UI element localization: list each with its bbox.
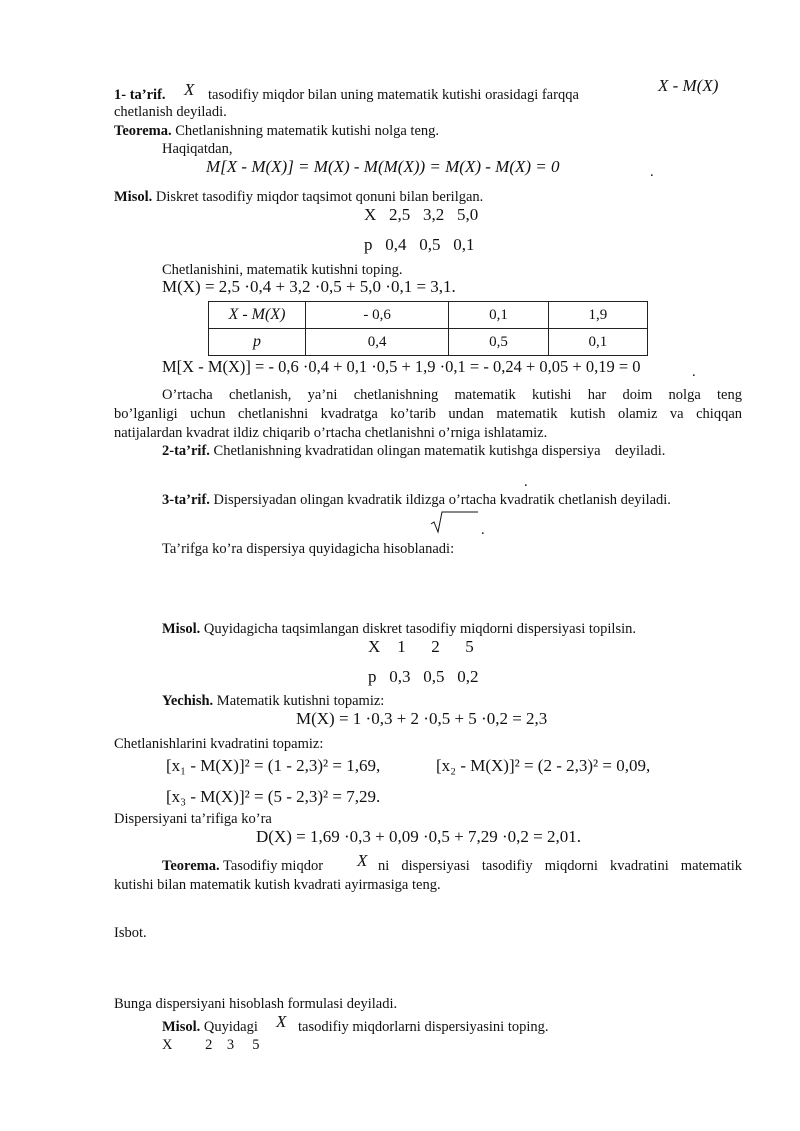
example2-row-p: p 0,3 0,5 0,2 [368, 667, 479, 686]
def1-x-symbol: X [184, 80, 195, 99]
deviation-table [208, 301, 648, 356]
squares-intro: Chetlanishlarini kvadratini topamiz: [114, 736, 324, 752]
def3-line [162, 492, 671, 509]
theorem1-dot: . [650, 164, 654, 180]
theorem2-x-symbol: X [357, 851, 368, 870]
example2-text: Quyidagicha taqsimlangan diskret tasodifiy miqdorni dispersiyasi topilsin. [203, 621, 637, 637]
table-cell: p [209, 329, 306, 356]
example2-mean-formula: M(X) = 1 ·0,3 + 2 ·0,5 + 5 ·0,2 = 2,3 [296, 709, 548, 728]
by-definition-text: Ta’rifga ko’ra dispersiya quyidagicha hisoblanadi: [162, 541, 455, 557]
table-cell: X - M(X) [209, 302, 306, 329]
example2-label: Misol. [162, 621, 201, 637]
def1-label: 1- ta’rif. [114, 87, 166, 103]
table-cell: 0,1 [449, 302, 548, 329]
example1-mean-formula: M(X) = 2,5 ·0,4 + 3,2 ·0,5 + 5,0 ·0,1 = 3,1. [162, 277, 456, 296]
square-3: [x₃ - M(X)]² = (5 - 2,3)² = 7,29. [166, 787, 381, 806]
example1-row-x: X 2,5 3,2 5,0 [364, 205, 479, 224]
example3-text-a: Quyidagi [203, 1019, 258, 1035]
table-cell: 0,1 [548, 329, 647, 356]
solution-line [162, 693, 384, 710]
solution-label: Yechish. [162, 693, 214, 709]
def3-label: 3-ta’rif. [162, 492, 210, 508]
theorem1-text: Chetlanishning matematik kutishi nolga teng. [175, 123, 440, 139]
sqrt-symbol [430, 510, 480, 534]
theorem2-line-2: kutishi bilan matematik kutish kvadrati ayirmasiga teng. [114, 877, 441, 893]
def3-dot: . [481, 522, 485, 538]
table-cell: - 0,6 [306, 302, 449, 329]
def2-dot: . [524, 474, 528, 490]
def1-continuation: chetlanish deyiladi. [114, 104, 227, 120]
theorem1-label: Teorema. [114, 123, 172, 139]
example1-dot: . [692, 364, 696, 380]
example2-line [162, 621, 636, 638]
theorem2-text-a: Tasodifiy miqdor [222, 858, 324, 874]
def1-formula-right: X - M(X) [658, 76, 719, 95]
example3-line [162, 1019, 258, 1036]
example3-label: Misol. [162, 1019, 201, 1035]
theorem2-line [162, 858, 323, 875]
def3-text: Dispersiyadan olingan kvadratik ildizga o’rtacha kvadratik chetlanish deyiladi. [213, 492, 671, 508]
formula-name-text: Bunga dispersiyani hisoblash formulasi deyiladi. [114, 996, 398, 1012]
theorem1-formula: M[X - M(X)] = M(X) - M(M(X)) = M(X) - M(X) = 0 [206, 157, 560, 176]
def2-line [162, 443, 665, 460]
example1-task: Chetlanishini, matematik kutishni toping. [162, 262, 403, 278]
square-2: [x₂ - M(X)]² = (2 - 2,3)² = 0,09, [436, 756, 651, 775]
solution-text: Matematik kutishni topamiz: [216, 693, 385, 709]
def1-line [114, 87, 166, 104]
def2-label: 2-ta’rif. [162, 443, 210, 459]
example1-dev-formula: M[X - M(X)] = - 0,6 ·0,4 + 0,1 ·0,5 + 1,9 ·0,1 = - 0,24 + 0,05 + 0,19 = 0 [162, 357, 641, 376]
paragraph-line-1: O’rtacha chetlanish, ya’ni chetlanishning matematik kutishi har doim nolga teng [162, 387, 742, 403]
example3-x-symbol: X [276, 1012, 287, 1031]
example3-text-b: tasodifiy miqdorlarni dispersiyasini toping. [298, 1019, 549, 1035]
table-cell: 1,9 [548, 302, 647, 329]
example2-row-x: X 1 2 5 [368, 637, 474, 656]
paragraph-line-2: bo’lganligi uchun chetlanishni kvadratga ko’tarib undan matematik kutish olamiz va chiqqan [114, 406, 742, 422]
table-row [209, 329, 648, 356]
example1-label: Misol. [114, 189, 153, 205]
table-row [209, 302, 648, 329]
variance-intro: Dispersiyani ta’rifiga ko’ra [114, 811, 272, 827]
paragraph-line-3: natijalardan kvadrat ildiz chiqarib o’rtacha chetlanishni o’rniga ishlatamiz. [114, 425, 548, 441]
def2-text: Chetlanishning kvadratidan olingan matematik kutishga dispersiya deyiladi. [213, 443, 666, 459]
variance-formula: D(X) = 1,69 ·0,3 + 0,09 ·0,5 + 7,29 ·0,2 = 2,01. [256, 827, 581, 846]
theorem1-indeed: Haqiqatdan, [162, 141, 233, 157]
def1-text: tasodifiy miqdor bilan uning matematik kutishi orasidagi farqqa [208, 87, 579, 103]
square-1: [x₁ - M(X)]² = (1 - 2,3)² = 1,69, [166, 756, 381, 775]
example3-row-x: X 2 3 5 [162, 1037, 260, 1053]
example1-text: Diskret tasodifiy miqdor taqsimot qonuni bilan berilgan. [155, 189, 484, 205]
theorem1-line [114, 123, 439, 140]
table-cell: 0,4 [306, 329, 449, 356]
example1-line [114, 189, 483, 206]
example1-row-p: p 0,4 0,5 0,1 [364, 235, 475, 254]
table-cell: 0,5 [449, 329, 548, 356]
theorem2-text-b: ni dispersiyasi tasodifiy miqdorni kvadratini matematik [378, 858, 742, 874]
proof-label: Isbot. [114, 925, 147, 941]
theorem2-label: Teorema. [162, 858, 220, 874]
